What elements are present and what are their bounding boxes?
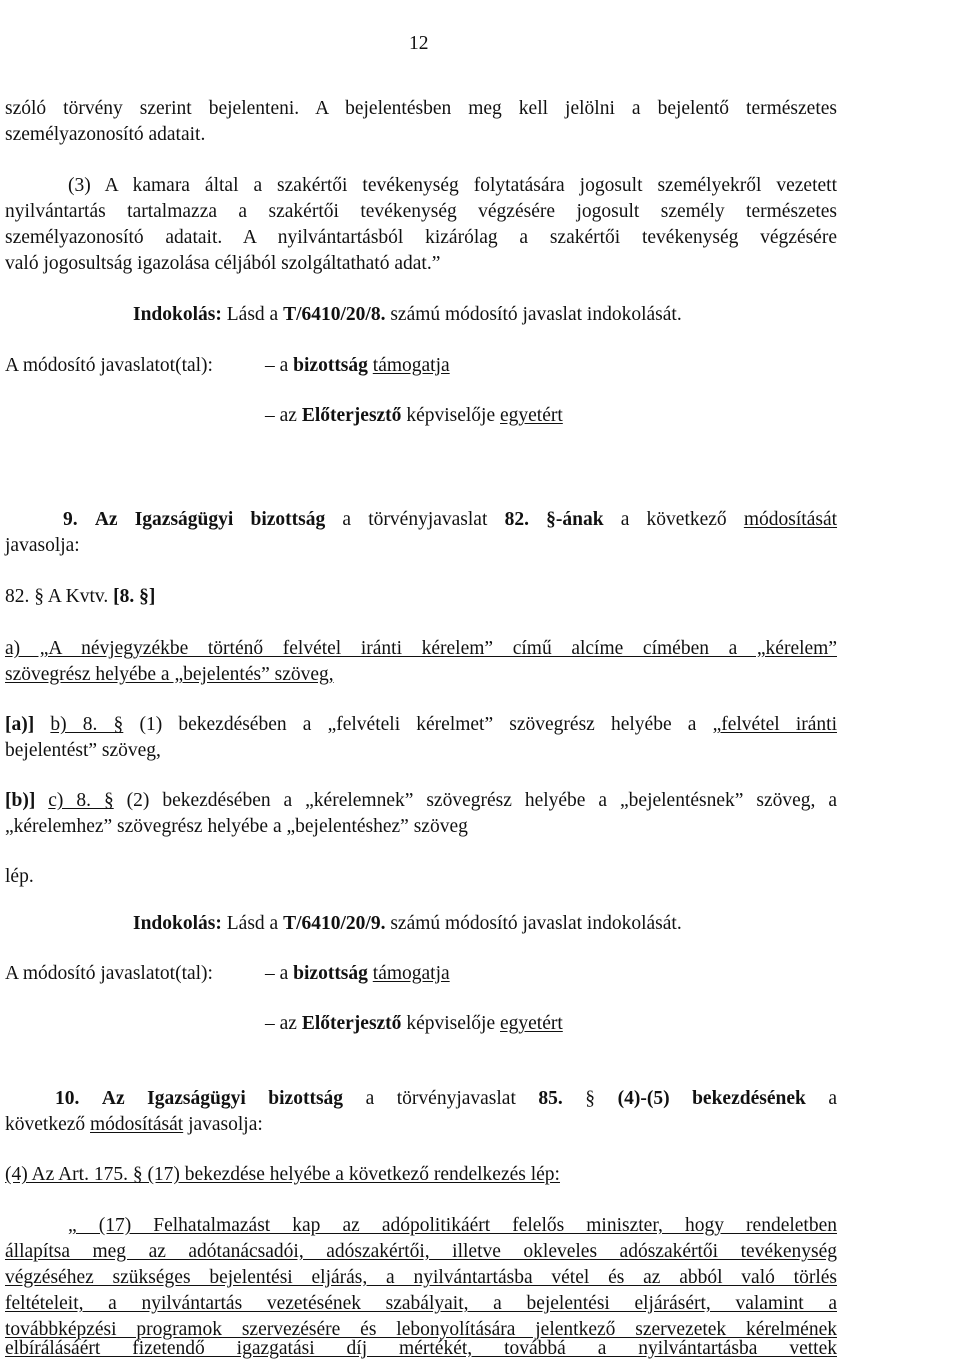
item9-b-old: [a)] bbox=[5, 714, 51, 735]
dash: – a bbox=[265, 963, 294, 984]
item9-a-line2: szövegrész helyébe a „bejelentés” szöveg, bbox=[5, 664, 334, 685]
item10-line3: (4) Az Art. 175. § (17) bekezdése helyébe a következő rendelkezés lép: bbox=[5, 1164, 560, 1185]
proposer-name: Előterjesztő bbox=[301, 1013, 402, 1034]
indokolas-label: Indokolás: bbox=[133, 304, 222, 325]
p2-line3: személyazonosító adatait. A nyilvántartásból kizárólag a szakértői tevékenység végzésére bbox=[5, 227, 837, 248]
item10-quote-line2: állapítsa meg az adótanácsadói, adószakértői, illetve okleveles adószakértői tevékenység bbox=[5, 1241, 837, 1262]
item10-quote-line4: feltételeit, a nyilvántartás vezetésének szabályait, a bejelentési eljárásért, valamint a bbox=[5, 1293, 837, 1314]
item9-c-text: (2) bekezdésében a „kérelemnek” szövegrész helyébe a „bejelentésnek” szöveg, a bbox=[113, 790, 838, 811]
indokolas-ref: T/6410/20/9. bbox=[283, 913, 386, 934]
supporter-committee bbox=[265, 961, 450, 987]
item9-tail: a következő bbox=[603, 509, 744, 530]
item9-ref: §-ának bbox=[528, 509, 604, 530]
proposer-stance: egyetért bbox=[500, 405, 563, 426]
item10-mod: módosítását bbox=[90, 1114, 184, 1135]
dash: – az bbox=[265, 1013, 302, 1034]
item9-b-line1 bbox=[5, 712, 837, 738]
item9-c-old: [b)] bbox=[5, 790, 49, 811]
item9-line1 bbox=[5, 507, 837, 533]
item9-a-line1: a) „A névjegyzékbe történő felvétel iránti kérelem” című alcíme címében a „kérelem” bbox=[5, 638, 837, 659]
indokolas-line bbox=[133, 302, 682, 328]
item9-b-text: (1) bekezdésében a „felvételi kérelmet” szövegrész helyébe a bbox=[123, 714, 713, 735]
item9-c-line2: „kérelemhez” szövegrész helyébe a „bejelentéshez” szöveg bbox=[5, 816, 468, 837]
item10-line2-b: javasolja: bbox=[183, 1114, 263, 1135]
item9-c-new: c) 8. § bbox=[48, 790, 114, 811]
item9-line2: javasolja: bbox=[5, 535, 80, 556]
item9-section: 82. bbox=[504, 509, 529, 530]
supporter-committee bbox=[265, 353, 450, 379]
p1-line2: személyazonosító adatait. bbox=[5, 124, 206, 145]
proposer-stance: egyetért bbox=[500, 1013, 563, 1034]
item9-b-new2: „felvétel iránti bbox=[712, 714, 837, 735]
indokolas-ref: T/6410/20/8. bbox=[283, 304, 386, 325]
indokolas-line bbox=[133, 911, 682, 937]
item9-line3-a: 82. § A Kvtv. bbox=[5, 586, 114, 607]
indokolas-label: Indokolás: bbox=[133, 913, 222, 934]
committee-name: bizottság bbox=[293, 355, 368, 376]
item10-number: 10. bbox=[55, 1088, 80, 1109]
item10-quote-line3: végzéséhez szükséges bejelentési eljárás, a nyilvántartásba vétel és az abból való törlés bbox=[5, 1267, 837, 1288]
item9-number: 9. bbox=[63, 509, 78, 530]
supporters-label: A módosító javaslatot(tal): bbox=[5, 355, 213, 376]
item10-committee: Az Igazságügyi bizottság bbox=[101, 1088, 344, 1109]
item9-line3 bbox=[5, 584, 155, 610]
item9-line3-b: [8. §] bbox=[113, 586, 156, 607]
item9-lep: lép. bbox=[5, 866, 34, 887]
committee-stance: támogatja bbox=[372, 355, 450, 376]
p2-line1: (3) A kamara által a szakértői tevékenység folytatására jogosult személyekről vezetett bbox=[68, 175, 837, 196]
p1-line1: szóló törvény szerint bejelenteni. A bejelentésben meg kell jelölni a bejelentő természetes bbox=[5, 98, 837, 119]
supporters-label: A módosító javaslatot(tal): bbox=[5, 963, 213, 984]
item10-quote-line1: „ (17) Felhatalmazást kap az adópolitikáért felelős miniszter, hogy rendeletben bbox=[68, 1215, 837, 1236]
item9-b-new: b) 8. § bbox=[50, 714, 124, 735]
indokolas-text: Lásd a bbox=[221, 304, 284, 325]
dash: – az bbox=[265, 405, 302, 426]
item10-par: § bbox=[562, 1088, 618, 1109]
item10-line2 bbox=[5, 1112, 263, 1138]
item10-mid: a törvényjavaslat bbox=[343, 1088, 539, 1109]
item9-mod: módosítását bbox=[743, 509, 838, 530]
item10-line1 bbox=[5, 1086, 837, 1112]
dash: – a bbox=[265, 355, 294, 376]
item10-ref: (4)-(5) bekezdésének bbox=[617, 1088, 806, 1109]
p2-line4: való jogosultság igazolása céljából szolgáltatható adat.” bbox=[5, 253, 441, 274]
supporter-proposer bbox=[265, 403, 563, 429]
item10-quote-line5: továbbképzési programok szervezésére és lebonyolítására jelentkező szervezetek kérelmének bbox=[5, 1319, 837, 1340]
item10-section: 85. bbox=[538, 1088, 563, 1109]
item10-quote-line6: elbírálásáért fizetendő igazgatási díj mértékét, továbbá a nyilvántartásba vettek bbox=[5, 1338, 837, 1359]
item9-committee: Az Igazságügyi bizottság bbox=[94, 509, 326, 530]
p2-line2: nyilvántartás tartalmazza a szakértői tevékenység végzésére jogosult személy természetes bbox=[5, 201, 837, 222]
item10-line2-a: következő bbox=[5, 1114, 91, 1135]
proposer-mid: képviselője bbox=[401, 405, 500, 426]
indokolas-tail: számú módosító javaslat indokolását. bbox=[385, 913, 682, 934]
item9-b-line2: bejelentést” szöveg, bbox=[5, 740, 161, 761]
indokolas-tail: számú módosító javaslat indokolását. bbox=[385, 304, 682, 325]
item10-tail: a bbox=[805, 1088, 838, 1109]
committee-stance: támogatja bbox=[372, 963, 450, 984]
item9-c-line1 bbox=[5, 788, 837, 814]
proposer-name: Előterjesztő bbox=[301, 405, 402, 426]
page-number: 12 bbox=[409, 33, 429, 54]
proposer-mid: képviselője bbox=[401, 1013, 500, 1034]
supporter-proposer bbox=[265, 1011, 563, 1037]
indokolas-text: Lásd a bbox=[221, 913, 284, 934]
committee-name: bizottság bbox=[293, 963, 368, 984]
item9-mid: a törvényjavaslat bbox=[325, 509, 505, 530]
